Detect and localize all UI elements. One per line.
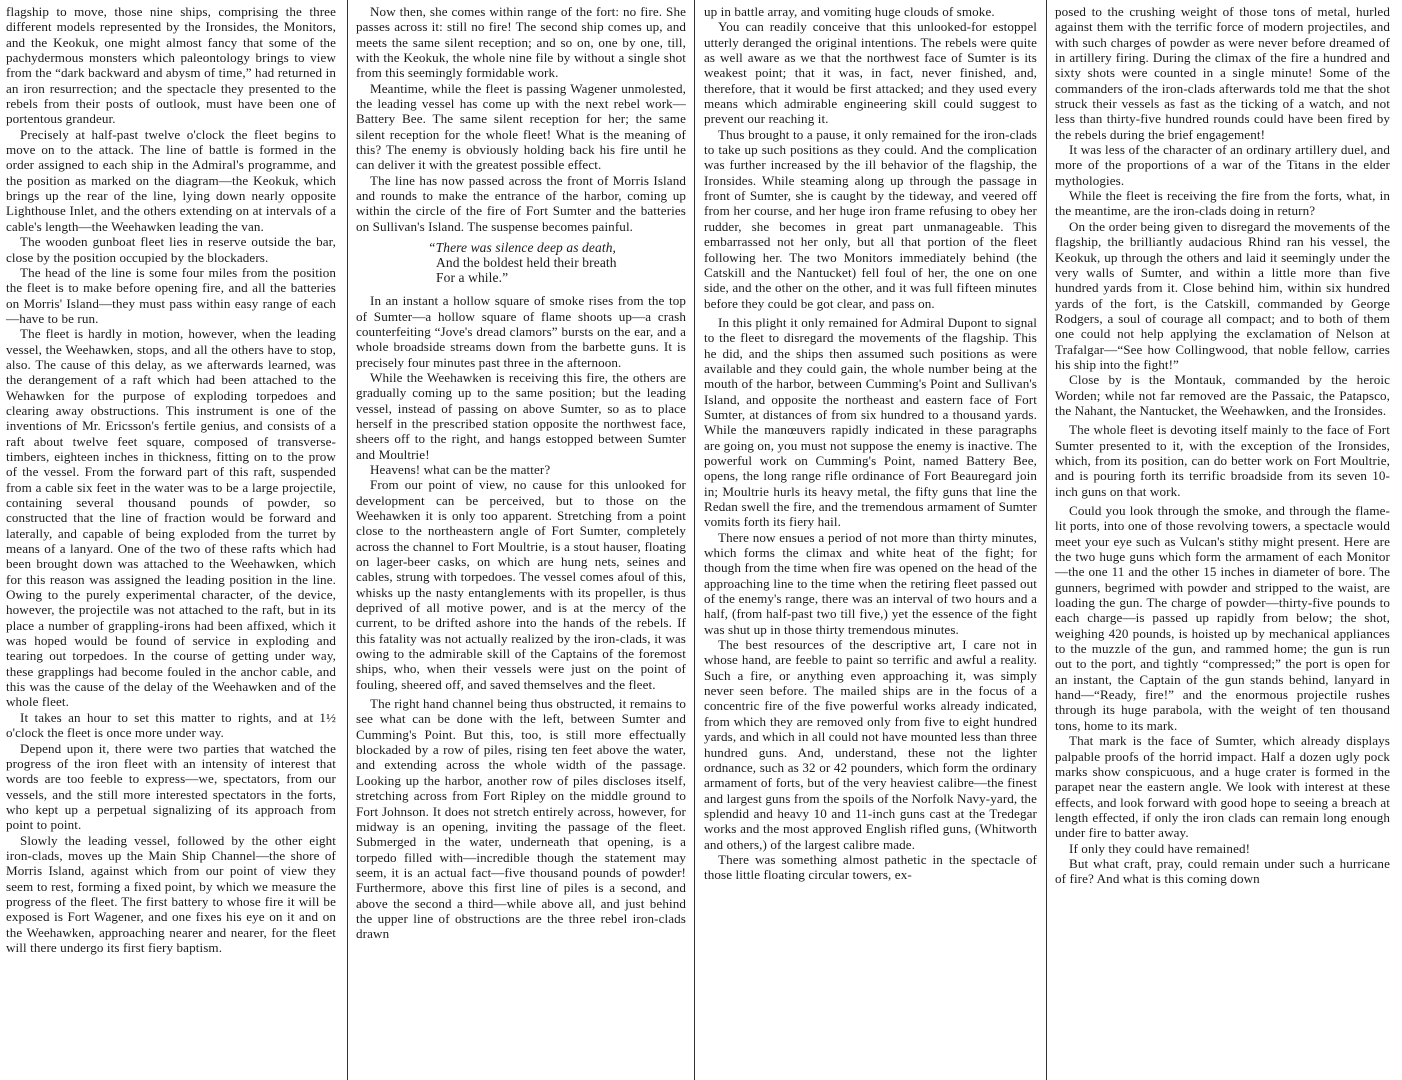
paragraph: But what craft, pray, could remain under such a hurricane of fire? And what is this coming down: [1055, 855, 1390, 887]
paragraph: In an instant a hollow square of smoke rises from the top of Sumter—a hollow square of flame shoots up—a crash counterfeiting “Jove's dread clamors” bursts on the ear, and a whole broadside streams down from the barbette guns. It is precisely four minutes past three in the afternoon.: [356, 293, 686, 370]
paragraph: Precisely at half-past twelve o'clock the fleet begins to move on to the attack. The line of battle is formed in the order assigned to each ship in the Admiral's programme, and the position as marked on the diagram—the Keokuk, which brings up the rear of the line, lying down nearly opposite Lighthouse Inlet, and the others extending on at intervals of a cable's length—the Weehawken leading the van.: [6, 126, 336, 234]
paragraph: Depend upon it, there were two parties that watched the progress of the iron fleet with an intensity of interest that words are too feeble to express—we, spectators, from our vessels, and the still more interested spectators in the forts, who kept up a perpetual signalizing of its approach from point to point.: [6, 740, 336, 833]
column-rule: [347, 0, 348, 1080]
article-column-4: [1055, 4, 1390, 887]
paragraph: The fleet is hardly in motion, however, when the leading vessel, the Weehawken, stops, and all the others have to stop, also. The cause of this delay, as we afterwards learned, was the derangement of a raft which had been attached to the Wehawken for the purpose of exploding torpedoes and clearing away obstructions. This instrument is one of the inventions of Mr. Ericsson's fertile genius, and consists of a raft about twelve feet square, composed of transverse-timbers, eighteen inches in thickness, fitting on to the prow of the vessel. From the forward part of this raft, suspended from a cable six feet in the water was to be a large projectile, containing several thousand pounds of powder, so constructed that the line of fraction would be forward and laterally, and capable of being exploded from the turret by means of a lanyard. One of the two of these rafts which had been brought down was attached to the Weehawken, which for this reason was assigned the leading position in the line. Owing to the purely experimental character, of the device, however, the projectile was not attached to the raft, but in its place a number of grappling-irons had been affixed, which it was hoped would be found of service in exploding and tearing out torpedoes. In the course of getting under way, these grapplings had become fouled in the anchor cable, and this was the cause of the delay of the Weehawken and of the whole fleet.: [6, 326, 336, 710]
poem-quotation: [428, 240, 686, 285]
paragraph: While the fleet is receiving the fire from the forts, what, in the meantime, are the iron-clads doing in return?: [1055, 188, 1390, 219]
paragraph: It takes an hour to set this matter to rights, and at 1½ o'clock the fleet is once more under way.: [6, 709, 336, 741]
paragraph: There was something almost pathetic in the spectacle of those little floating circular towers, ex-: [704, 851, 1037, 883]
paragraph: flagship to move, those nine ships, comprising the three different models represented by the Ironsides, the Monitors, and the Keokuk, one might almost fancy that some of the pachydermous monsters which paleontology brings to view from the “dark backward and abysm of time,” had returned in an iron resurrection; and the spectacle they presented to the rebels from their posts of outlook, must have been one of portentous grandeur.: [6, 4, 336, 127]
paragraph: The head of the line is some four miles from the position the fleet is to make before opening fire, and all the batteries on Morris' Island—they must pass within easy range of each—have to be run.: [6, 264, 336, 326]
paragraph: In this plight it only remained for Admiral Dupont to signal to the fleet to disregard the movements of the flagship. This he did, and the ships then assumed such positions as were available and they could gain, the whole number being at the mouth of the harbor, between Cumming's Point and Sullivan's Island, and opposite the northeast and eastern face of Fort Sumter, at distances of from six hundred to a thousand yards. While the manœuvers rapidly indicated in these paragraphs are going on, you must not suppose the enemy is inactive. The powerful work on Cumming's Point, named Battery Bee, opens, the long range rifle ordinance of Fort Beauregard join in; Moultrie hurls its heavy metal, the fifty guns that line the Redan swell the fire, and the tremendous armament of Sumter vomits forth its fiery hail.: [704, 314, 1037, 530]
paragraph: The whole fleet is devoting itself mainly to the face of Fort Sumter presented to it, with the exception of the Ironsides, which, from its position, can do better work on Fort Moultrie, and is pouring forth its terrific broadside from its seven 10-inch guns on that work.: [1055, 422, 1390, 499]
paragraph: There now ensues a period of not more than thirty minutes, which forms the climax and white heat of the fight; for though from the time when fire was opened on the head of the approaching line to the time when the retiring fleet passed out of the enemy's range, there was an interval of two hours and a half, (from half-past two till five,) yet the essence of the fight was shut up in those thirty tremendous minutes.: [704, 529, 1037, 637]
poem-line: And the boldest held their breath: [436, 255, 617, 271]
paragraph: The best resources of the descriptive art, I care not in whose hand, are feeble to paint so terrific and awful a reality. Such a fire, or anything even approaching it, was simply never seen before. The mailed ships are in the focus of a concentric fire of the five powerful works already indicated, from which they are removed only from five to eight hundred yards, and which in all could not have mounted less than three hundred guns. And, understand, these not the lighter ordnance, such as 32 or 42 pounders, which form the ordinary armament of forts, but of the very heaviest calibre—the finest and largest guns from the spoils of the Norfolk Navy-yard, the splendid and heavy 10 and 11-inch guns cast at the Tredegar works and the most approved English rifled guns, (Whitworth and others,) of the largest calibre made.: [704, 637, 1037, 852]
paragraph: posed to the crushing weight of those tons of metal, hurled against them with the terrific force of modern projectiles, and with such charges of powder as were never before dreamed of in artillery firing. During the climax of the fire a hundred and sixty shots were counted in a single minute! Some of the commanders of the iron-clads afterwards told me that the shot struck their vessels as fast as the ticking of a watch, and not less than thirty-five hundred rounds could have been fired by the rebels during the brief engagement!: [1055, 4, 1390, 142]
poem-line: For a while.”: [436, 270, 509, 286]
paragraph: It was less of the character of an ordinary artillery duel, and more of the proportions of a war of the Titans in the elder mythologies.: [1055, 142, 1390, 188]
paragraph: You can readily conceive that this unlooked-for estoppel utterly deranged the original intentions. The rebels were quite as well aware as we that the northwest face of Sumter is its weakest point; that it was, in fact, never finished, and, therefore, that it would be first attacked; and they used every means which admirable engineering skill could suggest to prevent our reaching it.: [704, 19, 1037, 127]
paragraph: On the order being given to disregard the movements of the flagship, the brilliantly audacious Rhind ran his vessel, the Keokuk, up through the others and laid it seemingly under the very walls of Sumter, and within a little more than five hundred yards from it. Close behind him, within six hundred yards of the fort, is the Catskill, commanded by George Rodgers, a soul of courage all compact; and to both of them one could not help applying the exclamation of Nelson at Trafalgar—“See how Collingwood, that noble fellow, carries his ship into the fight!”: [1055, 218, 1390, 372]
paragraph: If only they could have remained!: [1069, 840, 1251, 856]
paragraph: From our point of view, no cause for this unlooked for development can be perceived, but to those on the Weehawken it is only too apparent. Stretching from a point close to the northeastern angle of Fort Sumter, completely across the channel to Fort Moultrie, is a stout hauser, floating on lager-beer casks, on which are hung nets, seines and cables, strung with torpedoes. The vessel comes afoul of this, whisks up the nasty entanglements with its propeller, is thus deprived of all motive power, and is at the mercy of the current, to be drifted ashore into the hands of the rebels. If this fatality was not actually realized by the iron-clads, it was owing to the admirable skill of the Captains of the foremost ships, who, when their vessels were just on the point of fouling, sheered off, and saved themselves and the fleet.: [356, 477, 686, 692]
paragraph: Could you look through the smoke, and through the flame-lit ports, into one of those revolving towers, a spectacle would meet your eye such as Vulcan's stithy might present. Here are the two huge guns which form the armament of each Monitor—the one 11 and the other 15 inches in diameter of bore. The gunners, begrimed with powder and stripped to the waist, are loading the gun. The charge of powder—thirty-five pounds to each charge—is passed up rapidly from below; the shot, weighing 420 pounds, is hoisted up by mechanical appliances to the muzzle of the gun, and rammed home; the gun is run out to the port, and tightly “compressed;” the port is open for an instant, the Captain of the gun stands behind, lanyard in hand—“Ready, fire!” and the enormous projectile rushes through its huge parabola, with the weight of ten thousand tons, home to its mark.: [1055, 503, 1390, 733]
article-column-1: [6, 4, 336, 955]
paragraph: The wooden gunboat fleet lies in reserve outside the bar, close by the position occupied by the blockaders.: [6, 234, 336, 265]
paragraph: The line has now passed across the front of Morris Island and rounds to make the entrance of the harbor, coming up within the circle of the fire of Fort Sumter and the batteries on Sullivan's Island. The suspense becomes painful.: [356, 172, 686, 234]
paragraph: Slowly the leading vessel, followed by the other eight iron-clads, moves up the Main Ship Channel—the shore of Morris Island, against which from our point of view they seem to rest, forming a fixed point, by which we measure the progress of the fleet. The first battery to whose fire it will be exposed is Fort Wagener, and one fixes his eye on it and on the Weehawken, approaching nearer and nearer, for the fleet will there undergo its first fiery baptism.: [6, 832, 336, 955]
column-rule: [694, 0, 695, 1080]
paragraph: Thus brought to a pause, it only remained for the iron-clads to take up such positions as they could. And the complication was further increased by the ill behavior of the flagship, the Ironsides. While steaming along up through the passage in front of Sumter, she is caught by the tideway, and veered off from her course, and her huge iron frame refusing to obey her rudder, she becomes in great part unmanageable. This embarrassed not her only, but all that portion of the fleet following her. The two Monitors immediately behind (the Catskill and the Nantucket) fell foul of her, the one on one side, and the other on the other, and it was full fifteen minutes before they could be got clear, and pass on.: [704, 126, 1037, 311]
paragraph: Close by is the Montauk, commanded by the heroic Worden; while not far removed are the Passaic, the Patapsco, the Nahant, the Nantucket, the Weehawken, and the Ironsides.: [1055, 372, 1390, 418]
paragraph: That mark is the face of Sumter, which already displays palpable proofs of the horrid impact. Half a dozen ugly pock marks show conspicuous, and a huge crater is formed in the parapet near the eastern angle. We look with interest at these effects, and look forward with good hope to seeing a breach at length effected, if only the iron clads can remain long enough under fire to batter away.: [1055, 733, 1390, 841]
paragraph: Now then, she comes within range of the fort: no fire. She passes across it: still no fire! The second ship comes up, and meets the same silent reception; and so on, one by one, till, with the Keokuk, the whole nine file by without a single shot from this seemingly formidable work.: [356, 4, 686, 81]
paragraph: up in battle array, and vomiting huge clouds of smoke.: [704, 4, 995, 19]
paragraph: The right hand channel being thus obstructed, it remains to see what can be done with the left, between Sumter and Cumming's Point. But this, too, is still more effectually blockaded by a row of piles, rising ten feet above the water, and extending across the whole width of the passage. Looking up the harbor, another row of piles discloses itself, stretching across from Fort Ripley on the middle ground to Fort Johnson. It does not stretch entirely across, however, for midway is an opening, inviting the passage of the fleet. Submerged in the water, underneath that opening, is a torpedo filled with—incredible though the statement may seem, it is an actual fact—five thousand pounds of powder! Furthermore, above this first line of piles is a second, and above the second a third—while above all, and just behind the upper line of obstructions are the three rebel iron-clads drawn: [356, 696, 686, 942]
paragraph: Heavens! what can be the matter?: [370, 461, 551, 477]
column-rule: [1046, 0, 1047, 1080]
paragraph: While the Weehawken is receiving this fire, the others are gradually coming up to the same position; but the leading vessel, instead of passing on above Sumter, so as to place herself in the prescribed station opposite the northwest face, sheers off to the right, and hangs estopped between Sumter and Moultrie!: [356, 369, 686, 462]
article-column-2: [356, 4, 686, 942]
paragraph: Meantime, while the fleet is passing Wagener unmolested, the leading vessel has come up with the next rebel work—Battery Bee. The same silent reception for her; the same silent reception for the whole fleet! What is the meaning of this? The enemy is obviously holding back his fire until he can deliver it with the greatest possible effect.: [356, 80, 686, 173]
article-column-3: [704, 4, 1037, 883]
poem-line: “There was silence deep as death,: [428, 240, 617, 256]
